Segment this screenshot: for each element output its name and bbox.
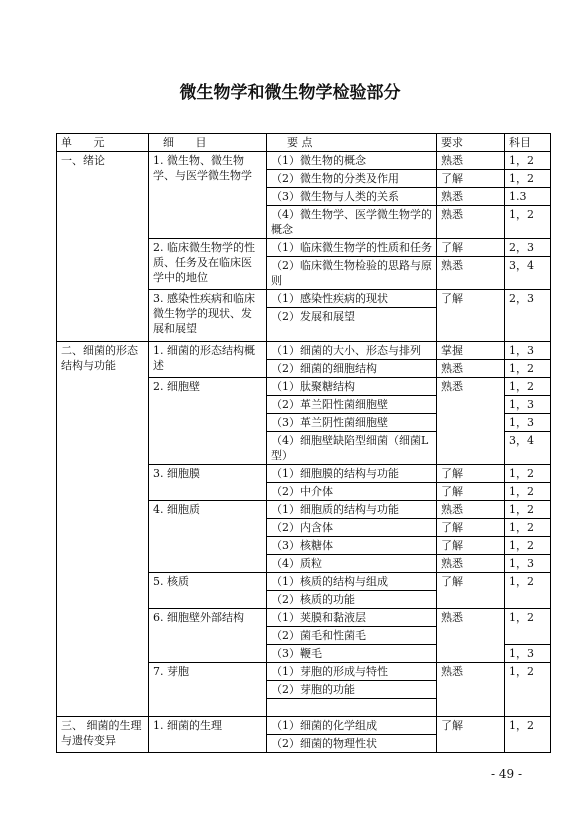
point-cell: （3）鞭毛 xyxy=(267,645,437,663)
point-cell: （2）微生物的分类及作用 xyxy=(267,170,437,188)
point-cell: （2）内含体 xyxy=(267,519,437,537)
requirement-cell: 了解 xyxy=(437,170,505,188)
point-cell: （2）临床微生物检验的思路与原则 xyxy=(267,257,437,290)
item-cell: 1. 细菌的形态结构概述 xyxy=(149,342,267,378)
table-row xyxy=(57,152,551,170)
unit-cell: 三、 细菌的生理与遗传变异 xyxy=(57,717,149,753)
point-cell: （1）细菌的大小、形态与排列 xyxy=(267,342,437,360)
point-cell: （2）细菌的物理性状 xyxy=(267,735,437,753)
point-cell: （3）核糖体 xyxy=(267,537,437,555)
point-cell xyxy=(267,699,437,717)
subject-cell: 1，2 xyxy=(505,170,551,188)
point-cell: （1）肽聚糖结构 xyxy=(267,378,437,396)
subject-cell: 1，2 xyxy=(505,717,551,753)
item-cell: 2. 临床微生物学的性质、任务及在临床医学中的地位 xyxy=(149,239,267,290)
requirement-cell: 了解 xyxy=(437,239,505,257)
requirement-cell: 熟悉 xyxy=(437,206,505,239)
point-cell: （2）革兰阳性菌细胞壁 xyxy=(267,396,437,414)
requirement-cell: 熟悉 xyxy=(437,152,505,170)
point-cell: （1）核质的结构与组成 xyxy=(267,573,437,591)
requirement-cell: 熟悉 xyxy=(437,378,505,465)
requirement-cell: 熟悉 xyxy=(437,663,505,717)
subject-cell: 1，3 xyxy=(505,645,551,663)
unit-cell: 二、细菌的形态结构与功能 xyxy=(57,342,149,717)
item-cell: 3. 细胞膜 xyxy=(149,465,267,501)
point-cell: （2）细菌的细胞结构 xyxy=(267,360,437,378)
requirement-cell: 熟悉 xyxy=(437,188,505,206)
table-row xyxy=(57,717,551,735)
subject-cell: 1，3 xyxy=(505,396,551,414)
requirement-cell: 熟悉 xyxy=(437,257,505,290)
requirement-cell: 了解 xyxy=(437,290,505,342)
item-cell: 3. 感染性疾病和临床微生物学的现状、发展和展望 xyxy=(149,290,267,342)
point-cell: （3）微生物与人类的关系 xyxy=(267,188,437,206)
item-cell: 1. 微生物、微生物学、与医学微生物学 xyxy=(149,152,267,239)
requirement-cell: 了解 xyxy=(437,519,505,537)
table-row xyxy=(57,342,551,360)
requirement-cell: 了解 xyxy=(437,573,505,609)
point-cell: （3）革兰阴性菌细胞壁 xyxy=(267,414,437,432)
point-cell: （2）芽胞的功能 xyxy=(267,681,437,699)
header-item: 细 目 xyxy=(149,134,267,152)
subject-cell: 2，3 xyxy=(505,290,551,342)
point-cell: （1）细胞膜的结构与功能 xyxy=(267,465,437,483)
syllabus-table xyxy=(56,133,551,753)
requirement-cell: 熟悉 xyxy=(437,501,505,519)
subject-cell: 1，2 xyxy=(505,537,551,555)
point-cell: （1）芽胞的形成与特性 xyxy=(267,663,437,681)
subject-cell: 1，2 xyxy=(505,465,551,483)
subject-cell: 1，2 xyxy=(505,573,551,609)
point-cell: （2）中介体 xyxy=(267,483,437,501)
subject-cell: 1，3 xyxy=(505,414,551,432)
point-cell: （1）细胞质的结构与功能 xyxy=(267,501,437,519)
subject-cell: 3，4 xyxy=(505,257,551,290)
point-cell: （2）菌毛和性菌毛 xyxy=(267,627,437,645)
header-subject: 科目 xyxy=(505,134,551,152)
point-cell: （4）微生物学、医学微生物学的概念 xyxy=(267,206,437,239)
point-cell: （4）细胞壁缺陷型细菌（细菌L型） xyxy=(267,432,437,465)
item-cell: 1. 细菌的生理 xyxy=(149,717,267,753)
requirement-cell: 熟悉 xyxy=(437,609,505,663)
point-cell: （1）微生物的概念 xyxy=(267,152,437,170)
item-cell: 5. 核质 xyxy=(149,573,267,609)
header-unit: 单 元 xyxy=(57,134,149,152)
subject-cell: 1，2 xyxy=(505,206,551,239)
item-cell: 7. 芽胞 xyxy=(149,663,267,717)
point-cell: （1）荚膜和黏液层 xyxy=(267,609,437,627)
subject-cell: 1，2 xyxy=(505,501,551,519)
subject-cell: 2，3 xyxy=(505,239,551,257)
item-cell: 2. 细胞壁 xyxy=(149,378,267,465)
subject-cell: 1，2 xyxy=(505,609,551,645)
item-cell: 6. 细胞壁外部结构 xyxy=(149,609,267,663)
point-cell: （4）质粒 xyxy=(267,555,437,573)
subject-cell: 1，3 xyxy=(505,342,551,360)
point-cell: （1）细菌的化学组成 xyxy=(267,717,437,735)
subject-cell: 1，2 xyxy=(505,378,551,396)
point-cell: （1）临床微生物学的性质和任务 xyxy=(267,239,437,257)
unit-cell: 一、绪论 xyxy=(57,152,149,342)
requirement-cell: 熟悉 xyxy=(437,555,505,573)
requirement-cell: 了解 xyxy=(437,465,505,483)
item-cell: 4. 细胞质 xyxy=(149,501,267,573)
subject-cell: 1，2 xyxy=(505,663,551,717)
requirement-cell: 了解 xyxy=(437,717,505,753)
page-number: - 49 - xyxy=(490,767,522,781)
point-cell: （2）发展和展望 xyxy=(267,308,437,342)
requirement-cell: 了解 xyxy=(437,537,505,555)
subject-cell: 3，4 xyxy=(505,432,551,465)
subject-cell: 1，2 xyxy=(505,519,551,537)
page-title: 微生物学和微生物学检验部分 xyxy=(179,83,401,103)
header-point: 要 点 xyxy=(267,134,437,152)
requirement-cell: 掌握 xyxy=(437,342,505,360)
subject-cell: 1，2 xyxy=(505,483,551,501)
table-header-row xyxy=(57,134,551,152)
subject-cell: 1，3 xyxy=(505,555,551,573)
requirement-cell: 了解 xyxy=(437,483,505,501)
subject-cell: 1，2 xyxy=(505,152,551,170)
header-requirement: 要求 xyxy=(437,134,505,152)
subject-cell: 1，2 xyxy=(505,360,551,378)
point-cell: （2）核质的功能 xyxy=(267,591,437,609)
point-cell: （1）感染性疾病的现状 xyxy=(267,290,437,308)
requirement-cell: 熟悉 xyxy=(437,360,505,378)
subject-cell: 1.3 xyxy=(505,188,551,206)
